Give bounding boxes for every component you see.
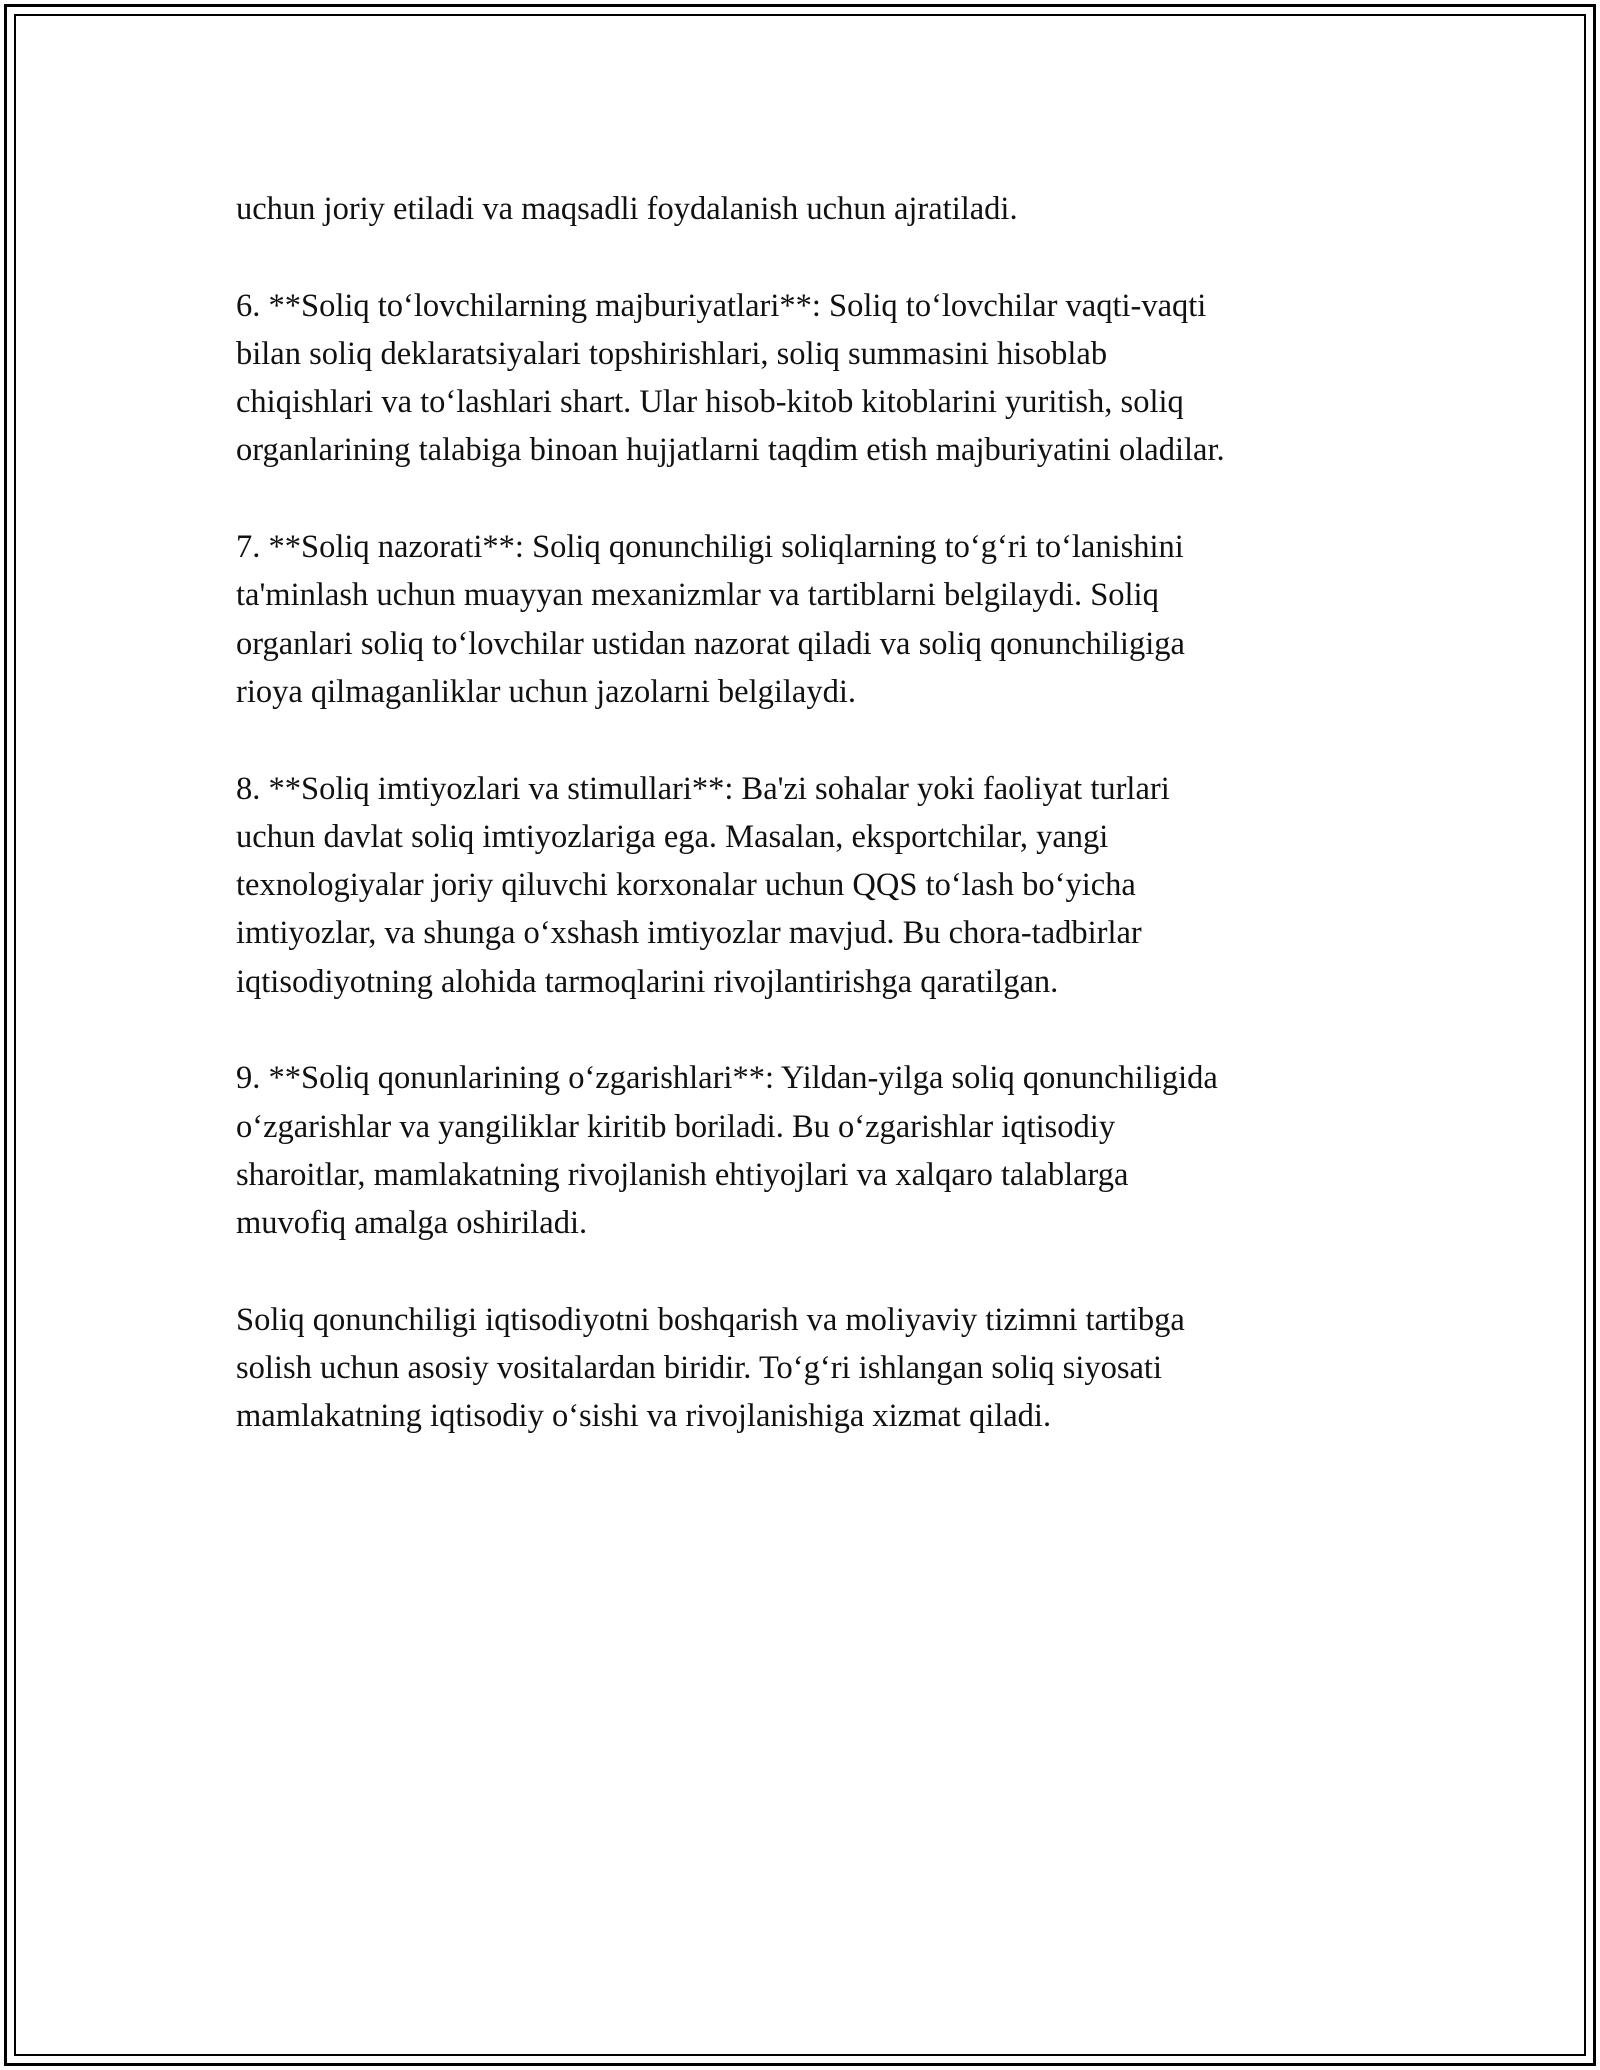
paragraph xyxy=(236,282,1376,475)
text-line: 6. **Soliq to‘lovchilarning majburiyatlari**: Soliq to‘lovchilar vaqti-vaqti xyxy=(236,287,1207,324)
text-line: o‘zgarishlar va yangiliklar kiritib boriladi. Bu o‘zgarishlar iqtisodiy xyxy=(236,1108,1116,1145)
text-line: 7. **Soliq nazorati**: Soliq qonunchiligi soliqlarning to‘g‘ri to‘lanishini xyxy=(236,529,1184,566)
text-line: bilan soliq deklaratsiyalari topshirishlari, soliq summasini hisoblab xyxy=(236,335,1108,372)
text-line: Soliq qonunchiligi iqtisodiyotni boshqarish va moliyaviy tizimni tartibga xyxy=(236,1301,1185,1338)
text-line: texnologiyalar joriy qiluvchi korxonalar uchun QQS to‘lash bo‘yicha xyxy=(236,867,1136,904)
text-line: rioya qilmaganliklar uchun jazolarni belgilaydi. xyxy=(236,673,857,710)
text-line: mamlakatning iqtisodiy o‘sishi va rivojlanishiga xizmat qiladi. xyxy=(236,1398,1052,1435)
document-body xyxy=(236,185,1376,1489)
text-line: sharoitlar, mamlakatning rivojlanish ehtiyojlari va xalqaro talablarga xyxy=(236,1156,1129,1193)
text-line: organlari soliq to‘lovchilar ustidan nazorat qiladi va soliq qonunchiligiga xyxy=(236,625,1185,662)
text-line: solish uchun asosiy vositalardan biridir. To‘g‘ri ishlangan soliq siyosati xyxy=(236,1350,1162,1387)
paragraph xyxy=(236,523,1376,716)
text-line: ta'minlash uchun muayyan mexanizmlar va tartiblarni belgilaydi. Soliq xyxy=(236,577,1159,614)
text-line: uchun joriy etiladi va maqsadli foydalanish uchun ajratiladi. xyxy=(236,191,1018,227)
paragraph xyxy=(236,1054,1376,1247)
text-line: muvofiq amalga oshiriladi. xyxy=(236,1205,588,1242)
text-line: chiqishlari va to‘lashlari shart. Ular hisob-kitob kitoblarini yuritish, soliq xyxy=(236,384,1184,421)
paragraph xyxy=(236,185,1376,233)
paragraph xyxy=(236,1296,1376,1441)
text-line: 8. **Soliq imtiyozlari va stimullari**: Ba'zi sohalar yoki faoliyat turlari xyxy=(236,770,1170,807)
text-line: uchun davlat soliq imtiyozlariga ega. Masalan, eksportchilar, yangi xyxy=(236,818,1109,855)
paragraph xyxy=(236,765,1376,1006)
text-line: organlarining talabiga binoan hujjatlarni taqdim etish majburiyatini oladilar. xyxy=(236,432,1225,469)
text-line: 9. **Soliq qonunlarining o‘zgarishlari**: Yildan-yilga soliq qonunchiligida xyxy=(236,1060,1218,1097)
text-line: imtiyozlar, va shunga o‘xshash imtiyozlar mavjud. Bu chora-tadbirlar xyxy=(236,915,1142,952)
text-line: iqtisodiyotning alohida tarmoqlarini rivojlantirishga qaratilgan. xyxy=(236,963,1059,1000)
